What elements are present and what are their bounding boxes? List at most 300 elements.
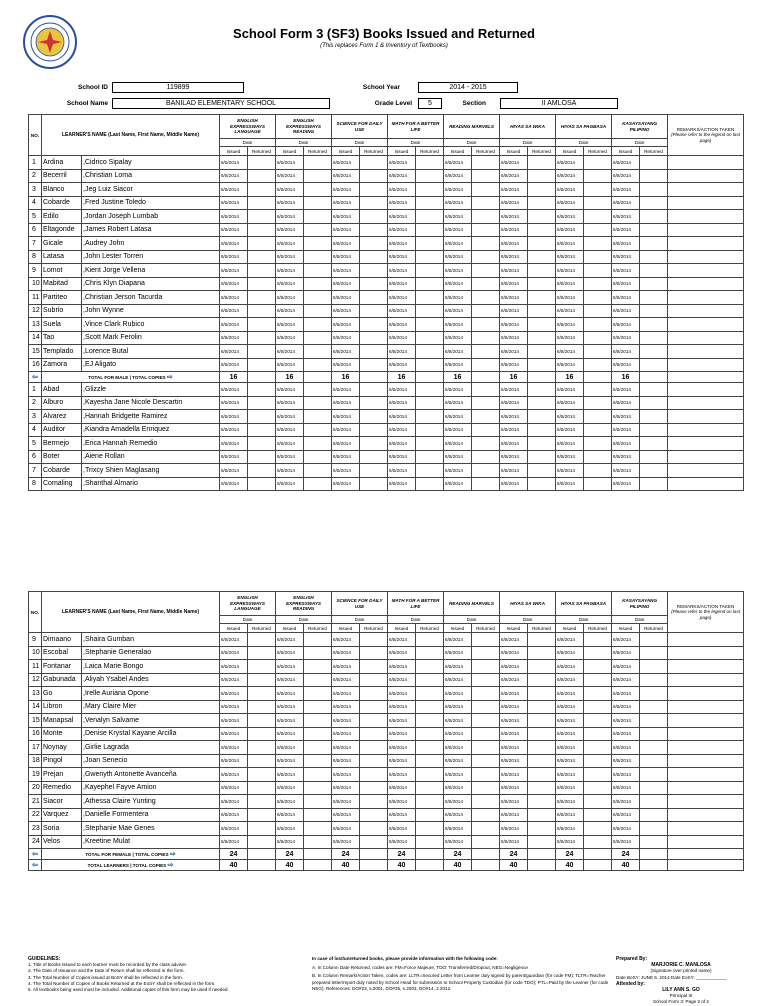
issued-date-cell: 6/5/2014 xyxy=(612,687,640,701)
date-subheader: Date xyxy=(276,139,332,147)
remarks-cell xyxy=(668,250,744,264)
returned-date-cell xyxy=(640,196,668,210)
total-value-cell: 24 xyxy=(500,849,528,860)
returned-date-cell xyxy=(248,781,276,795)
returned-date-cell xyxy=(472,156,500,170)
returned-date-cell xyxy=(360,673,388,687)
remarks-cell xyxy=(668,396,744,410)
returned-date-cell xyxy=(248,464,276,478)
issued-date-cell: 6/5/2014 xyxy=(276,450,304,464)
returned-date-cell xyxy=(640,210,668,224)
remarks-cell xyxy=(668,383,744,397)
returned-date-cell xyxy=(248,250,276,264)
attested-label: Attested by: xyxy=(616,980,645,987)
returned-date-cell xyxy=(528,660,556,674)
total-returned-cell xyxy=(360,372,388,383)
learner-last-name: Go xyxy=(42,687,82,701)
bosy-eosy-dates: Date BoSY: JUNE 6, 2014 Date EoSY: ____________ xyxy=(616,974,727,980)
issued-date-cell: 6/5/2014 xyxy=(388,835,416,849)
returned-date-cell xyxy=(472,304,500,318)
issued-date-cell: 6/5/2014 xyxy=(332,450,360,464)
learner-row xyxy=(29,714,744,728)
issued-date-cell: 6/5/2014 xyxy=(276,318,304,332)
learner-first-name: ,Venalyn Salvame xyxy=(82,714,220,728)
issued-date-cell: 6/5/2014 xyxy=(556,437,584,451)
returned-date-cell xyxy=(584,437,612,451)
learner-number: 1 xyxy=(29,156,42,170)
learner-first-name: ,Jeg Luiz Siacor xyxy=(82,183,220,197)
issued-date-cell: 6/5/2014 xyxy=(388,410,416,424)
col-book-header: HIYAS SA WIKA xyxy=(500,592,556,616)
returned-date-cell xyxy=(528,741,556,755)
returned-date-cell xyxy=(248,277,276,291)
returned-date-cell xyxy=(248,437,276,451)
learner-number: 15 xyxy=(29,714,42,728)
issued-date-cell: 6/5/2014 xyxy=(332,660,360,674)
returned-date-cell xyxy=(360,754,388,768)
issued-date-cell: 6/5/2014 xyxy=(276,237,304,251)
learner-number: 18 xyxy=(29,754,42,768)
date-subheader: Date xyxy=(612,139,668,147)
returned-date-cell xyxy=(528,264,556,278)
arrow-left-icon: ⇦ xyxy=(32,374,38,381)
returned-date-cell xyxy=(472,169,500,183)
learner-row xyxy=(29,156,744,170)
books-table-page-2 xyxy=(28,591,744,871)
returned-date-cell xyxy=(472,835,500,849)
issued-date-cell: 6/5/2014 xyxy=(500,210,528,224)
issued-date-cell: 6/5/2014 xyxy=(388,423,416,437)
returned-date-cell xyxy=(528,291,556,305)
issued-date-cell: 6/5/2014 xyxy=(500,700,528,714)
returned-date-cell xyxy=(528,633,556,647)
grade-level-label: Grade Level xyxy=(374,100,412,107)
returned-date-cell xyxy=(360,646,388,660)
returned-date-cell xyxy=(584,237,612,251)
returned-date-cell xyxy=(472,250,500,264)
issued-date-cell: 6/5/2014 xyxy=(220,464,248,478)
issued-date-cell: 6/5/2014 xyxy=(388,277,416,291)
returned-subheader: Returned xyxy=(472,624,500,633)
issued-date-cell: 6/5/2014 xyxy=(388,196,416,210)
returned-date-cell xyxy=(416,714,444,728)
issued-date-cell: 6/5/2014 xyxy=(332,196,360,210)
returned-date-cell xyxy=(360,423,388,437)
learner-first-name: ,Laica Marie Bongo xyxy=(82,660,220,674)
issued-date-cell: 6/5/2014 xyxy=(612,318,640,332)
learner-first-name: ,Denise Krystal Kayane Arcilla xyxy=(82,727,220,741)
learner-first-name: ,EJ Aligato xyxy=(82,358,220,372)
learner-row xyxy=(29,396,744,410)
col-book-header: KASAYSAYANG PILIPINO xyxy=(612,592,668,616)
issued-subheader: Issued xyxy=(388,147,416,156)
returned-date-cell xyxy=(640,250,668,264)
returned-date-cell xyxy=(360,795,388,809)
issued-date-cell: 6/5/2014 xyxy=(388,291,416,305)
returned-date-cell xyxy=(472,318,500,332)
date-subheader: Date xyxy=(500,139,556,147)
remarks-cell xyxy=(668,633,744,647)
returned-date-cell xyxy=(248,450,276,464)
issued-date-cell: 6/5/2014 xyxy=(612,410,640,424)
issued-date-cell: 6/5/2014 xyxy=(388,754,416,768)
date-subheader: Date xyxy=(500,616,556,624)
guidelines xyxy=(28,956,298,993)
learner-number: 11 xyxy=(29,660,42,674)
returned-date-cell xyxy=(304,450,332,464)
issued-date-cell: 6/5/2014 xyxy=(332,250,360,264)
issued-date-cell: 6/5/2014 xyxy=(556,477,584,491)
issued-subheader: Issued xyxy=(444,624,472,633)
returned-date-cell xyxy=(304,264,332,278)
returned-date-cell xyxy=(360,358,388,372)
returned-date-cell xyxy=(360,660,388,674)
returned-date-cell xyxy=(528,358,556,372)
issued-date-cell: 6/5/2014 xyxy=(388,358,416,372)
issued-date-cell: 6/5/2014 xyxy=(500,673,528,687)
issued-date-cell: 6/5/2014 xyxy=(500,808,528,822)
learner-number: 22 xyxy=(29,808,42,822)
issued-subheader: Issued xyxy=(556,624,584,633)
issued-date-cell: 6/5/2014 xyxy=(500,291,528,305)
issued-date-cell: 6/5/2014 xyxy=(332,331,360,345)
remarks-cell xyxy=(668,331,744,345)
returned-date-cell xyxy=(640,156,668,170)
issued-date-cell: 6/5/2014 xyxy=(388,687,416,701)
returned-date-cell xyxy=(472,781,500,795)
learner-row xyxy=(29,291,744,305)
issued-date-cell: 6/5/2014 xyxy=(332,304,360,318)
returned-date-cell xyxy=(416,183,444,197)
returned-date-cell xyxy=(640,822,668,836)
col-remarks-header xyxy=(668,115,744,156)
learner-row xyxy=(29,700,744,714)
issued-date-cell: 6/5/2014 xyxy=(220,754,248,768)
learner-first-name: ,Kayesha Jane Nicole Descartin xyxy=(82,396,220,410)
issued-date-cell: 6/5/2014 xyxy=(556,700,584,714)
returned-date-cell xyxy=(248,795,276,809)
learner-first-name: ,Vince Clark Rubico xyxy=(82,318,220,332)
issued-date-cell: 6/5/2014 xyxy=(220,331,248,345)
returned-date-cell xyxy=(304,410,332,424)
learner-row xyxy=(29,223,744,237)
issued-date-cell: 6/5/2014 xyxy=(332,291,360,305)
returned-date-cell xyxy=(360,477,388,491)
returned-subheader: Returned xyxy=(640,147,668,156)
remarks-cell xyxy=(668,687,744,701)
remarks-cell xyxy=(668,196,744,210)
total-returned-cell xyxy=(528,849,556,860)
learner-first-name: ,John Lester Torren xyxy=(82,250,220,264)
issued-date-cell: 6/5/2014 xyxy=(500,223,528,237)
learner-row xyxy=(29,464,744,478)
total-row xyxy=(29,849,744,860)
col-book-header: SCIENCE FOR DAILY USE xyxy=(332,115,388,139)
learner-first-name: ,Cidrico Sipalay xyxy=(82,156,220,170)
issued-date-cell: 6/5/2014 xyxy=(612,250,640,264)
returned-date-cell xyxy=(472,237,500,251)
returned-date-cell xyxy=(472,358,500,372)
issued-date-cell: 6/5/2014 xyxy=(220,835,248,849)
learner-number: 10 xyxy=(29,277,42,291)
issued-date-cell: 6/5/2014 xyxy=(612,464,640,478)
issued-date-cell: 6/5/2014 xyxy=(444,410,472,424)
returned-date-cell xyxy=(528,464,556,478)
remarks-cell xyxy=(668,304,744,318)
issued-date-cell: 6/5/2014 xyxy=(220,727,248,741)
issued-date-cell: 6/5/2014 xyxy=(276,383,304,397)
returned-date-cell xyxy=(472,223,500,237)
learner-number: 4 xyxy=(29,196,42,210)
issued-date-cell: 6/5/2014 xyxy=(332,437,360,451)
issued-date-cell: 6/5/2014 xyxy=(444,210,472,224)
returned-date-cell xyxy=(248,345,276,359)
returned-date-cell xyxy=(528,331,556,345)
returned-date-cell xyxy=(360,781,388,795)
issued-date-cell: 6/5/2014 xyxy=(612,714,640,728)
learner-row xyxy=(29,741,744,755)
col-no-header: NO. xyxy=(29,115,42,156)
issued-subheader: Issued xyxy=(332,147,360,156)
learner-last-name: Noynay xyxy=(42,741,82,755)
issued-date-cell: 6/5/2014 xyxy=(388,437,416,451)
remarks-cell xyxy=(668,808,744,822)
date-subheader: Date xyxy=(556,616,612,624)
learner-number: 19 xyxy=(29,768,42,782)
issued-date-cell: 6/5/2014 xyxy=(444,331,472,345)
learner-first-name: ,Erica Hannah Remedio xyxy=(82,437,220,451)
learner-last-name: Abad xyxy=(42,383,82,397)
returned-date-cell xyxy=(472,646,500,660)
remarks-cell xyxy=(668,673,744,687)
returned-date-cell xyxy=(584,331,612,345)
returned-date-cell xyxy=(640,183,668,197)
issued-date-cell: 6/5/2014 xyxy=(444,727,472,741)
guidelines-title: GUIDELINES: xyxy=(28,956,61,962)
learner-last-name: Monte xyxy=(42,727,82,741)
issued-date-cell: 6/5/2014 xyxy=(612,727,640,741)
issued-date-cell: 6/5/2014 xyxy=(500,687,528,701)
issued-date-cell: 6/5/2014 xyxy=(444,169,472,183)
learner-row xyxy=(29,358,744,372)
learner-number: 3 xyxy=(29,410,42,424)
issued-date-cell: 6/5/2014 xyxy=(556,223,584,237)
guideline-item: 2. The Date of Issuance and the Date of Return shall be reflected in the form. xyxy=(28,968,185,974)
issued-date-cell: 6/5/2014 xyxy=(556,741,584,755)
returned-date-cell xyxy=(472,714,500,728)
issued-date-cell: 6/5/2014 xyxy=(220,291,248,305)
returned-date-cell xyxy=(248,633,276,647)
returned-date-cell xyxy=(248,646,276,660)
issued-date-cell: 6/5/2014 xyxy=(444,464,472,478)
issued-date-cell: 6/5/2014 xyxy=(500,741,528,755)
returned-date-cell xyxy=(528,223,556,237)
remarks-note: (Please refer to the legend on last page) xyxy=(671,132,741,143)
returned-date-cell xyxy=(304,250,332,264)
issued-date-cell: 6/5/2014 xyxy=(556,210,584,224)
learner-number: 13 xyxy=(29,318,42,332)
issued-date-cell: 6/5/2014 xyxy=(388,183,416,197)
learner-last-name: Lomot xyxy=(42,264,82,278)
issued-date-cell: 6/5/2014 xyxy=(332,277,360,291)
returned-date-cell xyxy=(472,754,500,768)
issued-date-cell: 6/5/2014 xyxy=(444,646,472,660)
issued-date-cell: 6/5/2014 xyxy=(612,450,640,464)
issued-date-cell: 6/5/2014 xyxy=(444,477,472,491)
learner-number: 8 xyxy=(29,477,42,491)
issued-date-cell: 6/5/2014 xyxy=(500,822,528,836)
issued-date-cell: 6/5/2014 xyxy=(500,768,528,782)
remarks-cell xyxy=(668,727,744,741)
returned-date-cell xyxy=(640,223,668,237)
issued-date-cell: 6/5/2014 xyxy=(556,808,584,822)
returned-date-cell xyxy=(360,714,388,728)
learner-row xyxy=(29,795,744,809)
returned-date-cell xyxy=(360,183,388,197)
issued-date-cell: 6/5/2014 xyxy=(556,727,584,741)
returned-date-cell xyxy=(640,781,668,795)
issued-date-cell: 6/5/2014 xyxy=(220,437,248,451)
learner-last-name: Edilo xyxy=(42,210,82,224)
school-name-label: School Name xyxy=(66,100,108,107)
issued-date-cell: 6/5/2014 xyxy=(388,768,416,782)
learner-row xyxy=(29,210,744,224)
books-table-page-1 xyxy=(28,114,744,491)
remarks-cell xyxy=(668,437,744,451)
issued-date-cell: 6/5/2014 xyxy=(276,223,304,237)
total-value-cell: 40 xyxy=(220,860,248,871)
issued-date-cell: 6/5/2014 xyxy=(332,183,360,197)
col-book-header: ENGLISH EXPRESSWAYS READING xyxy=(276,115,332,139)
returned-date-cell xyxy=(528,673,556,687)
learner-first-name: ,Audrey John xyxy=(82,237,220,251)
total-row xyxy=(29,860,744,871)
total-returned-cell xyxy=(360,849,388,860)
remarks-cell xyxy=(668,781,744,795)
returned-date-cell xyxy=(248,477,276,491)
remarks-note: (Please refer to the legend on last page) xyxy=(671,609,741,620)
returned-date-cell xyxy=(584,264,612,278)
learner-number: 23 xyxy=(29,822,42,836)
issued-date-cell: 6/5/2014 xyxy=(220,423,248,437)
remarks-cell xyxy=(668,345,744,359)
returned-date-cell xyxy=(584,291,612,305)
issued-date-cell: 6/5/2014 xyxy=(444,437,472,451)
returned-date-cell xyxy=(416,477,444,491)
issued-date-cell: 6/5/2014 xyxy=(276,633,304,647)
returned-date-cell xyxy=(304,633,332,647)
returned-date-cell xyxy=(360,633,388,647)
total-value-cell: 40 xyxy=(556,860,584,871)
total-returned-cell xyxy=(416,849,444,860)
issued-date-cell: 6/5/2014 xyxy=(556,410,584,424)
issued-date-cell: 6/5/2014 xyxy=(276,646,304,660)
returned-date-cell xyxy=(584,250,612,264)
returned-date-cell xyxy=(528,808,556,822)
returned-date-cell xyxy=(584,633,612,647)
issued-date-cell: 6/5/2014 xyxy=(220,210,248,224)
issued-date-cell: 6/5/2014 xyxy=(220,410,248,424)
returned-date-cell xyxy=(416,741,444,755)
learner-last-name: Velos xyxy=(42,835,82,849)
col-learner-header: LEARNER'S NAME (Last Name, First Name, Middle Name) xyxy=(42,115,220,156)
returned-date-cell xyxy=(640,396,668,410)
issued-date-cell: 6/5/2014 xyxy=(612,768,640,782)
returned-subheader: Returned xyxy=(584,624,612,633)
issued-subheader: Issued xyxy=(220,147,248,156)
returned-date-cell xyxy=(304,687,332,701)
issued-subheader: Issued xyxy=(612,147,640,156)
learner-first-name: ,Christian Loma xyxy=(82,169,220,183)
issued-date-cell: 6/5/2014 xyxy=(220,250,248,264)
returned-date-cell xyxy=(640,646,668,660)
issued-date-cell: 6/5/2014 xyxy=(612,223,640,237)
learner-first-name: ,Kreetine Mulat xyxy=(82,835,220,849)
learner-last-name: Manapsal xyxy=(42,714,82,728)
total-returned-cell xyxy=(640,860,668,871)
total-arrow-left xyxy=(29,860,42,871)
learner-number: 8 xyxy=(29,250,42,264)
total-returned-cell xyxy=(584,372,612,383)
issued-date-cell: 6/5/2014 xyxy=(332,423,360,437)
returned-date-cell xyxy=(640,304,668,318)
issued-date-cell: 6/5/2014 xyxy=(388,318,416,332)
learner-number: 9 xyxy=(29,264,42,278)
learner-row xyxy=(29,237,744,251)
issued-date-cell: 6/5/2014 xyxy=(276,477,304,491)
returned-date-cell xyxy=(304,304,332,318)
col-book-header: MATH FOR A BETTER LIFE xyxy=(388,115,444,139)
issued-date-cell: 6/5/2014 xyxy=(332,700,360,714)
arrow-left-icon: ⇦ xyxy=(32,862,38,869)
issued-date-cell: 6/5/2014 xyxy=(220,450,248,464)
learner-number: 16 xyxy=(29,727,42,741)
issued-date-cell: 6/5/2014 xyxy=(388,822,416,836)
learner-number: 20 xyxy=(29,781,42,795)
total-value-cell: 40 xyxy=(388,860,416,871)
learner-row xyxy=(29,633,744,647)
issued-subheader: Issued xyxy=(444,147,472,156)
returned-date-cell xyxy=(416,768,444,782)
col-book-header: READING MARVELS xyxy=(444,115,500,139)
issued-date-cell: 6/5/2014 xyxy=(388,396,416,410)
returned-date-cell xyxy=(584,196,612,210)
learner-row xyxy=(29,822,744,836)
returned-date-cell xyxy=(528,423,556,437)
learner-number: 12 xyxy=(29,304,42,318)
returned-date-cell xyxy=(416,822,444,836)
returned-date-cell xyxy=(416,250,444,264)
learner-row xyxy=(29,687,744,701)
total-value-cell: 16 xyxy=(612,372,640,383)
learner-first-name: ,Scott Mark Ferolin xyxy=(82,331,220,345)
issued-date-cell: 6/5/2014 xyxy=(388,383,416,397)
total-value-cell: 24 xyxy=(388,849,416,860)
issued-date-cell: 6/5/2014 xyxy=(444,714,472,728)
returned-date-cell xyxy=(640,437,668,451)
issued-date-cell: 6/5/2014 xyxy=(276,264,304,278)
learner-last-name: Mabitad xyxy=(42,277,82,291)
returned-subheader: Returned xyxy=(360,624,388,633)
returned-date-cell xyxy=(528,714,556,728)
issued-date-cell: 6/5/2014 xyxy=(612,423,640,437)
returned-date-cell xyxy=(584,781,612,795)
issued-date-cell: 6/5/2014 xyxy=(444,358,472,372)
issued-date-cell: 6/5/2014 xyxy=(276,291,304,305)
total-label-cell xyxy=(42,860,220,871)
learner-row xyxy=(29,250,744,264)
issued-date-cell: 6/5/2014 xyxy=(444,183,472,197)
